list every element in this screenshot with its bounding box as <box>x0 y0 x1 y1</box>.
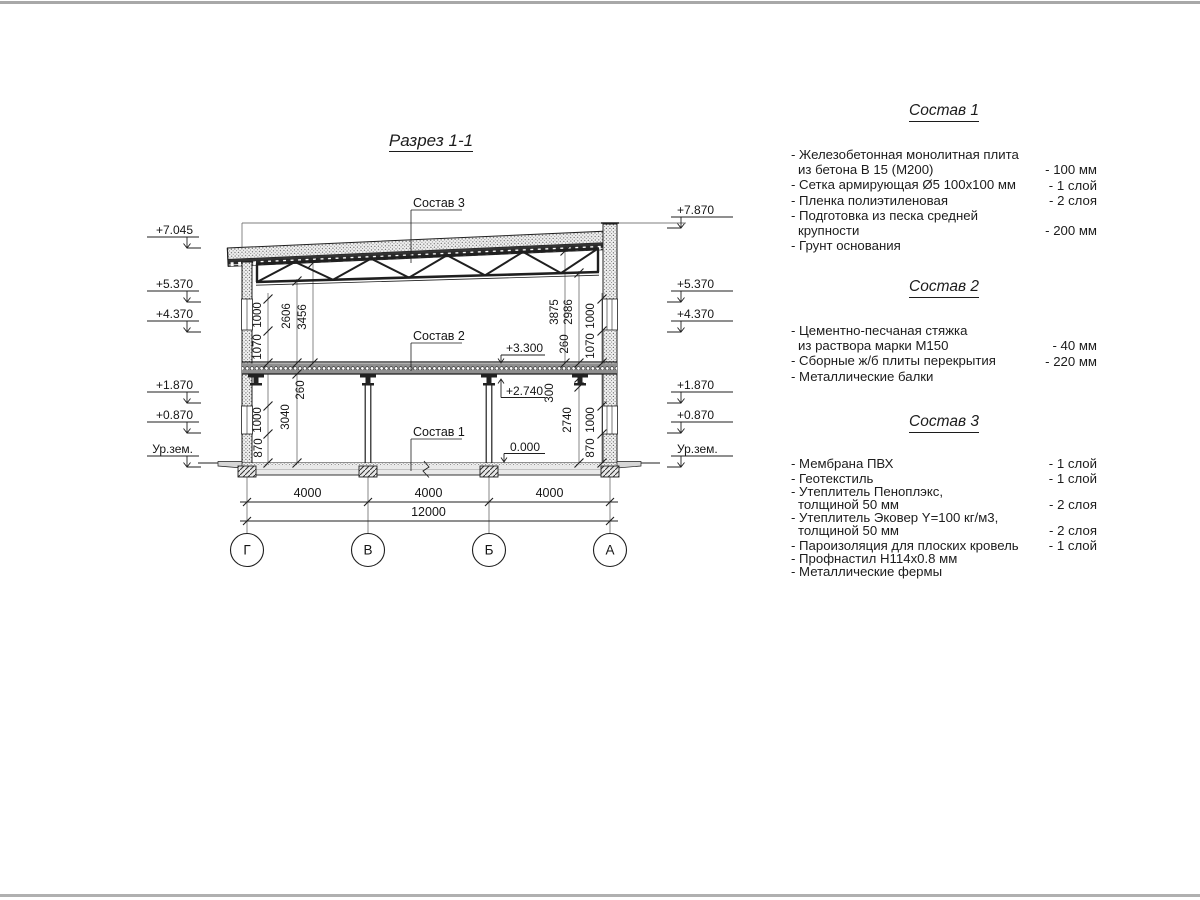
spec-item <box>791 147 1097 177</box>
dim-ur-3875: 3875 <box>549 299 561 325</box>
level-mark-beam <box>498 379 545 398</box>
dim-lr-300: 300 <box>544 383 556 403</box>
spec-item <box>791 563 1097 579</box>
axis-label-a: А <box>605 542 615 558</box>
spec-item <box>791 486 1097 512</box>
spec-line: - Утеплитель Эковер Y=100 кг/м3, <box>791 509 999 525</box>
dim-span-2: 4000 <box>414 486 443 500</box>
leader-sostav-2-label: Состав 2 <box>413 329 465 343</box>
elevation-right-4: +0.870 <box>677 408 715 422</box>
spec-value: - 220 мм <box>1045 353 1097 369</box>
footing <box>480 466 498 477</box>
dim-ul-1000: 1000 <box>252 302 264 328</box>
spec-line: - Пароизоляция для плоских кровель <box>791 537 1019 553</box>
axis-circles <box>231 534 627 567</box>
spec-line: - Пленка полиэтиленовая <box>791 192 948 208</box>
elevation-right-3: +1.870 <box>677 378 715 392</box>
elevation-right-1: +5.370 <box>677 277 715 291</box>
elevation-right-5: Ур.зем. <box>677 442 718 456</box>
leader-sostav-3-label: Состав 3 <box>413 196 465 210</box>
dim-ul-1070: 1070 <box>252 334 264 360</box>
footing <box>238 466 256 477</box>
elevation-left-5: Ур.зем. <box>152 442 193 456</box>
level-mark-floor2 <box>498 341 545 363</box>
elevation-labels-left <box>152 223 193 456</box>
leader-sostav-1-label: Состав 1 <box>413 425 465 439</box>
spec-value: - 200 мм <box>1045 223 1097 239</box>
spec-line: - Сборные ж/б плиты перекрытия <box>791 353 996 369</box>
spec-section-1 <box>791 102 1097 253</box>
spec-section-3 <box>791 413 1097 578</box>
horizontal-dimensions <box>240 486 618 521</box>
footing <box>601 466 619 477</box>
spec-line: толщиной 50 мм <box>798 496 899 512</box>
spec-items-3 <box>791 456 1097 578</box>
spec-line: - Сетка армирующая Ø5 100x100 мм <box>791 177 1016 193</box>
spec-item <box>791 509 1097 538</box>
dim-ur-1070: 1070 <box>585 333 597 359</box>
dim-ul-3456: 3456 <box>297 304 309 330</box>
elevation-marks-left <box>147 237 201 467</box>
dim-ur-1000: 1000 <box>585 303 597 329</box>
spec-line: - Металлические фермы <box>791 563 943 579</box>
axis-label-g: Г <box>243 542 251 558</box>
spec-item <box>791 456 1097 471</box>
spec-value: - 1 слой <box>1048 456 1097 471</box>
dim-ll-3040: 3040 <box>280 404 292 430</box>
spec-item <box>791 193 1097 208</box>
dim-lr-870: 870 <box>585 438 597 458</box>
spec-title-2 <box>791 278 1097 296</box>
footing <box>359 466 377 477</box>
level-beam-value: +2.740 <box>506 384 544 398</box>
spec-value: - 1 слой <box>1048 537 1097 553</box>
spec-items-2 <box>791 323 1097 384</box>
dim-lr-1000: 1000 <box>585 407 597 433</box>
axis-label-b: Б <box>484 542 494 558</box>
dim-ur-260: 260 <box>559 334 571 354</box>
spec-items-1 <box>791 147 1097 253</box>
elevation-marks-right <box>667 217 733 467</box>
dim-span-3: 4000 <box>535 486 564 500</box>
dim-span-1: 4000 <box>293 486 322 500</box>
level-zero-value: 0.000 <box>510 440 541 454</box>
spec-line: - Металлические балки <box>791 368 934 384</box>
spec-value: - 2 слоя <box>1049 192 1097 208</box>
spec-line: - Грунт основания <box>791 238 901 254</box>
dim-ll-1000: 1000 <box>252 407 264 433</box>
spec-line: толщиной 50 мм <box>798 522 899 538</box>
spec-item <box>791 238 1097 253</box>
drawing-title-text: Разрез 1-1 <box>388 131 474 150</box>
spec-title-1-text: Состав 1 <box>909 102 979 122</box>
spec-title-3 <box>791 413 1097 431</box>
dim-ur-2986: 2986 <box>563 299 575 325</box>
spec-value: - 40 мм <box>1052 338 1097 354</box>
spec-value: - 100 мм <box>1045 162 1097 178</box>
elevation-left-3: +1.870 <box>155 378 193 392</box>
elevation-left-2: +4.370 <box>155 307 193 321</box>
spec-line: - Цементно-песчаная стяжка <box>791 323 968 338</box>
spec-line: из бетона В 15 (М200) <box>798 162 934 178</box>
axis-label-v: В <box>363 542 373 558</box>
spec-section-2 <box>791 278 1097 384</box>
spec-line: из раствора марки М150 <box>798 338 949 354</box>
elevation-left-4: +0.870 <box>155 408 193 422</box>
spec-item <box>791 208 1097 238</box>
blind-area-right <box>617 462 641 469</box>
spec-value: - 1 слой <box>1048 471 1097 486</box>
wall-right <box>601 223 619 463</box>
level-floor2-value: +3.300 <box>506 341 544 355</box>
spec-title-3-text: Состав 3 <box>909 413 979 433</box>
level-mark-zero <box>501 440 545 462</box>
elevation-left-0: +7.045 <box>155 223 193 237</box>
spec-title-1 <box>791 102 1097 120</box>
spec-item <box>791 353 1097 368</box>
spec-line: - Профнастил Н114х0.8 мм <box>791 550 958 566</box>
dim-ul-2606: 2606 <box>281 303 293 329</box>
spec-line: - Подготовка из песка средней <box>791 207 978 223</box>
spec-line: крупности <box>798 223 860 239</box>
dim-lr-2740: 2740 <box>562 407 574 433</box>
spec-item <box>791 369 1097 384</box>
spec-value: - 2 слоя <box>1049 496 1097 512</box>
elevation-right-2: +4.370 <box>677 307 715 321</box>
spec-item <box>791 177 1097 192</box>
elevation-left-1: +5.370 <box>155 277 193 291</box>
spec-line: - Геотекстиль <box>791 471 874 487</box>
window-right-lower <box>603 406 618 434</box>
spec-title-2-text: Состав 2 <box>909 278 979 298</box>
window-left-upper <box>242 299 253 330</box>
spec-line: - Мембрана ПВХ <box>791 456 894 472</box>
window-right-upper <box>603 299 618 330</box>
elevation-right-0: +7.870 <box>677 203 715 217</box>
spec-value: - 2 слоя <box>1049 522 1097 538</box>
window-left-lower <box>242 406 253 434</box>
spec-line: - Железобетонная монолитная плита <box>791 147 1019 162</box>
dim-ll-870: 870 <box>253 438 265 458</box>
dim-ll-260: 260 <box>295 380 307 400</box>
spec-item <box>791 323 1097 353</box>
spec-value: - 1 слой <box>1048 177 1097 193</box>
dim-total-span: 12000 <box>411 505 446 519</box>
spec-line: - Утеплитель Пеноплэкс, <box>791 484 944 499</box>
